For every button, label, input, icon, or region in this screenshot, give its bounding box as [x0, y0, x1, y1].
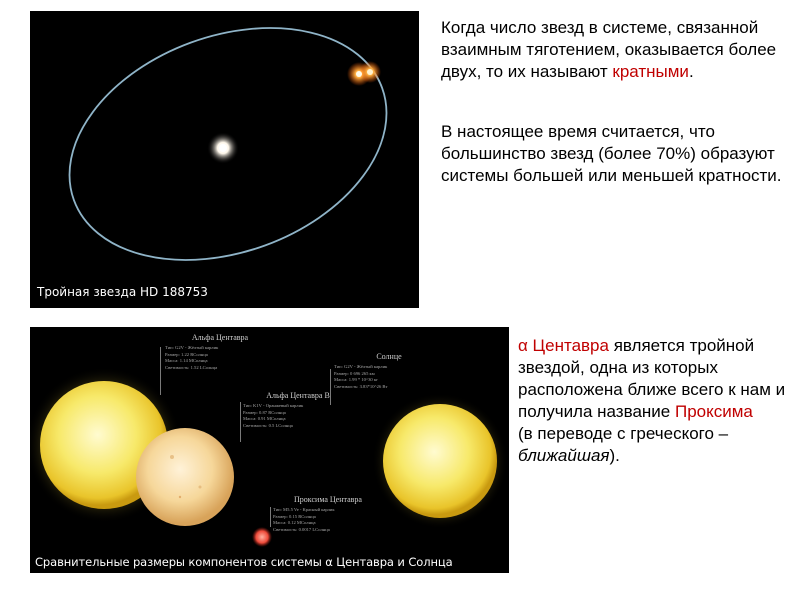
label-sun: Солнце Тип: G2V - Жёлтый карлик Размер: 0 696 265 км Масса: 1.99 * 10^30 кг Светимость: 3.83*10^26 Вт [334, 352, 402, 389]
alpha-centauri-caption: Сравнительные размеры компонентов системы α Центавра и Солнца [35, 555, 453, 569]
highlight-term: α Центавра [518, 336, 609, 355]
paragraph-text: . [688, 62, 694, 81]
proxima-centauri-star [252, 527, 272, 547]
label-leader-line [270, 507, 271, 527]
label-leader-line [240, 402, 241, 442]
triple-star-image [30, 11, 419, 308]
label-leader-line [160, 347, 161, 395]
paragraph-alpha-centauri [518, 335, 796, 467]
paragraph-star-systems: В настоящее время считается, что большинство звезд (более 70%) образуют системы большей или меньшей кратности. [441, 122, 782, 185]
italic-term: ближайшая [518, 446, 610, 465]
alpha-centauri-image [30, 327, 509, 573]
paragraph-text: ). [609, 446, 620, 465]
paragraph-text: (в переводе с греческого – [518, 424, 729, 443]
paragraph-multiple-stars [441, 17, 791, 83]
triple-star-illustration [30, 11, 419, 308]
paragraph-text: является тройной звездой, одна из которых расположена ближе всего к нам и получила название [518, 336, 786, 421]
highlight-term: кратными [612, 62, 689, 81]
label-alpha-centauri-a: Альфа Центавра Тип: G2V - Жёлтый карлик Размер: 1.22 RСолнца Масса: 1.14 MСолнца Светимость: 1.52 LСолнца [165, 333, 249, 370]
alpha-centauri-b-star [136, 428, 234, 526]
highlight-term: Проксима [674, 402, 753, 421]
triple-star-caption: Тройная звезда HD 188753 [37, 285, 208, 299]
paragraph-text: Когда число звезд в системе, связанной взаимным тяготением, оказывается более двух, то их называют [441, 18, 777, 81]
label-alpha-centauri-b: Альфа Центавра B Тип: K1V - Оранжевый карлик Размер: 0.87 RСолнца Масса: 0.91 MСолнца Светимость: 0.5 LСолнца [243, 391, 330, 428]
label-proxima-centauri: Проксима Центавра Тип: M5.5 Ve - Красный карлик Размер: 0.15 RСолнца Масса: 0.12 MСолнца Светимость: 0.0017 LСолнца [273, 495, 362, 532]
sun-star [383, 404, 497, 518]
